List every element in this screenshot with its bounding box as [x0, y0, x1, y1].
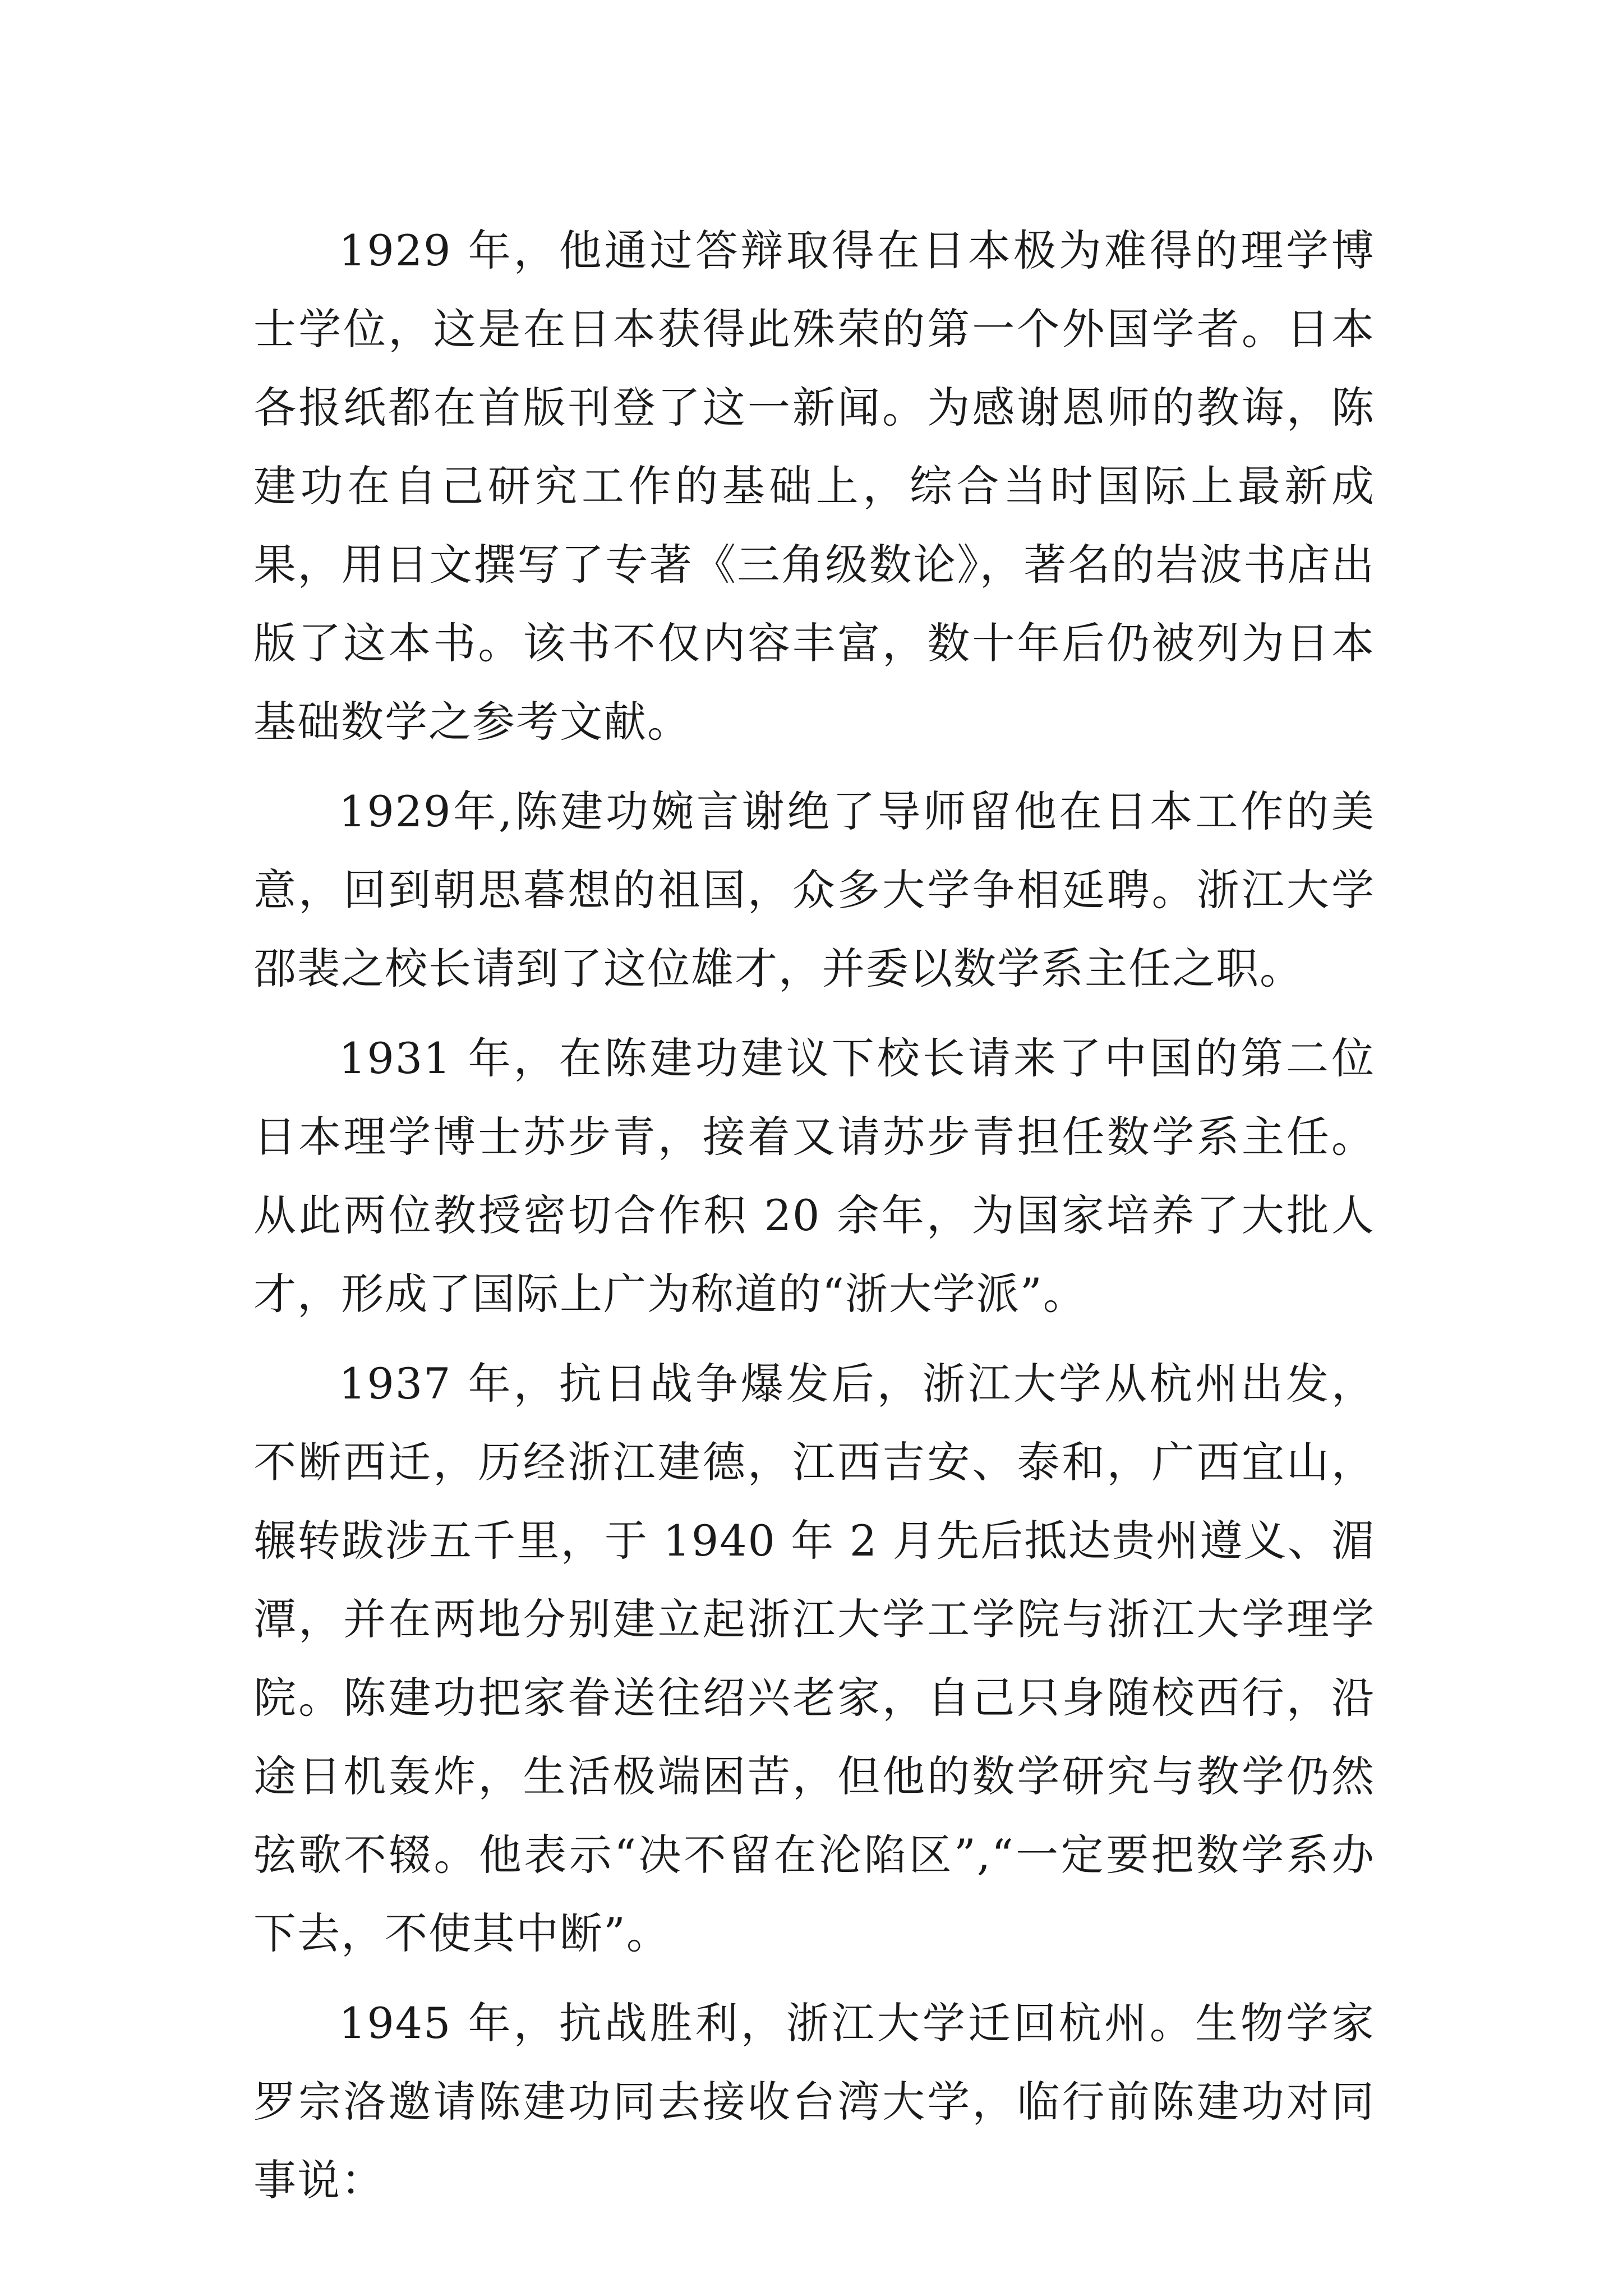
paragraph-1: 1929 年，他通过答辩取得在日本极为难得的理学博士学位，这是在日本获得此殊荣的第一个外国学者。日本各报纸都在首版刊登了这一新闻。为感谢恩师的教诲，陈建功在自己研究工作的基础上，综合当时国际上最新成果，用日文撰写了专著《三角级数论》，著名的岩波书店出版了这本书。该书不仅内容丰富，数十年后仍被列为日本基础数学之参考文献。 [253, 226, 1375, 747]
paragraph-2: 1929年,陈建功婉言谢绝了导师留他在日本工作的美意，回到朝思暮想的祖国，众多大学争相延聘。浙江大学邵裴之校长请到了这位雄才，并委以数学系主任之职。 [253, 786, 1375, 993]
paragraph-3: 1931 年，在陈建功建议下校长请来了中国的第二位日本理学博士苏步青，接着又请苏步青担任数学系主任。从此两位教授密切合作积 20 余年，为国家培养了大批人才，形成了国际上广为称道的“浙大学派”。 [253, 1033, 1375, 1319]
article-body [253, 211, 1375, 2231]
paragraph-5: 1945 年，抗战胜利，浙江大学迁回杭州。生物学家罗宗洛邀请陈建功同去接收台湾大学，临行前陈建功对同事说： [253, 1998, 1375, 2205]
paragraph-4: 1937 年，抗日战争爆发后，浙江大学从杭州出发，不断西迁，历经浙江建德，江西吉安、泰和，广西宜山，辗转跋涉五千里，于 1940 年 2 月先后抵达贵州遵义、湄潭，并在两地分别建立起浙江大学工学院与浙江大学理学院。陈建功把家眷送往绍兴老家，自己只身随校西行，沿途日机轰炸，生活极端困苦，但他的数学研究与教学仍然弦歌不辍。他表示“决不留在沦陷区”,“一定要把数学系办下去，不使其中断”。 [253, 1359, 1375, 1958]
